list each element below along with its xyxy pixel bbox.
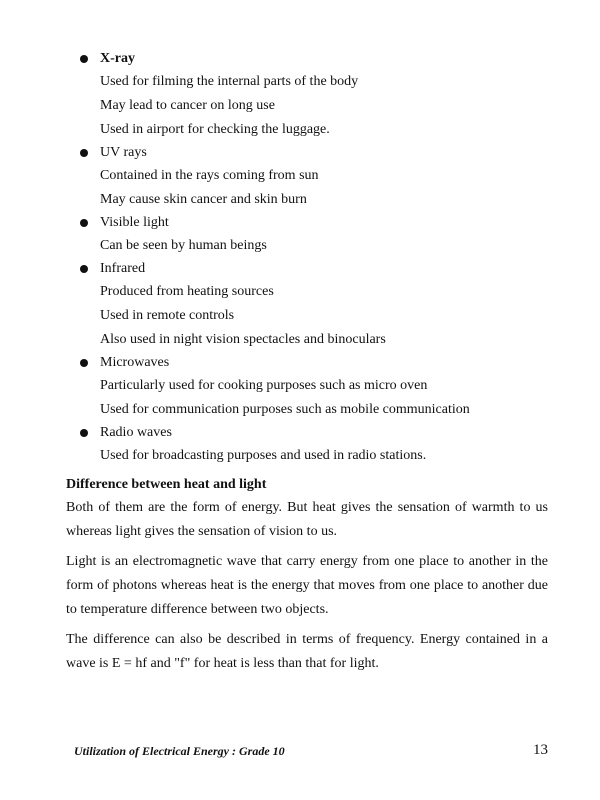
bullet-icon [80,359,88,367]
list-item-detail: Also used in night vision spectacles and binoculars [100,332,386,347]
list-item-detail: Can be seen by human beings [100,238,267,253]
list-item-title: UV rays [100,145,147,160]
footer-title: Utilization of Electrical Energy : Grade 10 [74,744,285,758]
bullet-icon [80,219,88,227]
list-item [78,422,548,468]
list-item-title: X-ray [100,51,135,66]
list-item [78,352,548,422]
list-item-detail: Contained in the rays coming from sun [100,168,319,183]
list-item [78,258,548,352]
list-item-detail: Produced from heating sources [100,284,274,299]
list-item [78,142,548,212]
bullet-icon [80,429,88,437]
list-item-detail: Particularly used for cooking purposes such as micro oven [100,378,428,393]
list-item-title: Visible light [100,215,169,230]
list-item-title: Radio waves [100,425,172,440]
paragraph: The difference can also be described in terms of frequency. Energy contained in a wave is E = hf and "f" for heat is less than that for light. [66,632,548,671]
list-item-detail: May cause skin cancer and skin burn [100,192,307,207]
bullet-icon [80,55,88,63]
list-item-detail: Used for communication purposes such as mobile communication [100,402,470,417]
list-item-detail: Used for broadcasting purposes and used in radio stations. [100,448,427,463]
list-item-detail: Used in airport for checking the luggage. [100,122,330,137]
list-item [78,48,548,142]
list-item-detail: Used in remote controls [100,308,235,323]
page-footer [74,742,548,762]
list-item-title: Infrared [100,261,146,276]
section-heading: Difference between heat and light [66,477,267,492]
page-number: 13 [533,742,548,758]
list-item-detail: May lead to cancer on long use [100,98,275,113]
paragraph: Light is an electromagnetic wave that carry energy from one place to another in the form of photons whereas heat is the energy that moves from one place to another due to temperature difference between two objects. [66,554,548,617]
bullet-icon [80,149,88,157]
list-item [78,212,548,258]
bullet-icon [80,265,88,273]
list-item-detail: Used for filming the internal parts of the body [100,74,359,89]
difference-section [66,474,548,682]
wave-uses-list [78,48,548,468]
list-item-title: Microwaves [100,355,170,370]
paragraph: Both of them are the form of energy. But heat gives the sensation of warmth to us whereas light gives the sensation of vision to us. [66,500,548,539]
